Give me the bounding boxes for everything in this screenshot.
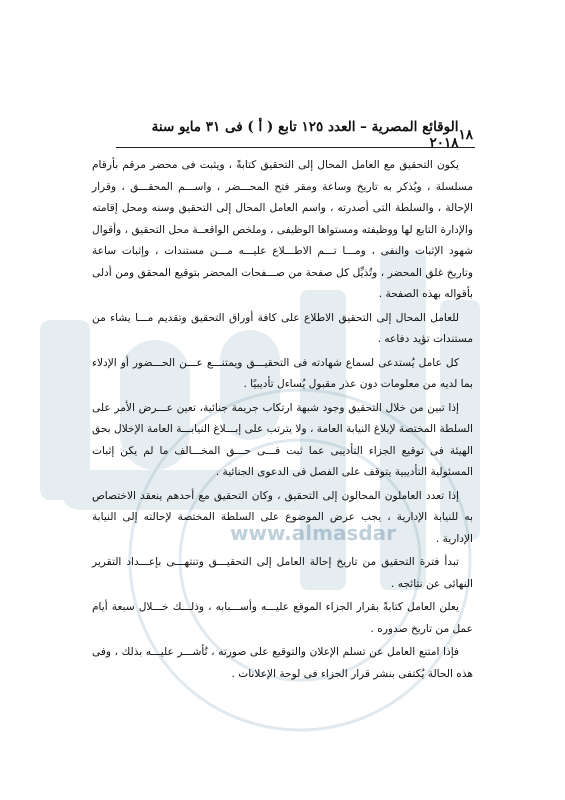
paragraph: للعامل المحال إلى التحقيق الاطلاع على كافة أوراق التحقيق وتقديم مـــا يشاء من مستندات تؤيد دفاعه .	[92, 311, 473, 345]
page-number: ١٨	[458, 127, 473, 143]
paragraph: إذا تبين من خلال التحقيق وجود شبهة ارتكاب جريمة جنائية، تعين عـــرض الأمر على السلطة المختصة لإبلاغ النيابة العامة ، ولا يترتب على إبـــلاغ النيابـــة العامة الإخلال بحق الهيئة فى توقيع الجزاء التأديبى عما ثبت فـــى حـــق المخـــالف ما لم يكن إثبات المسئولية التأديبية يتوقف على الفصل فى الدعوى الجنائية .	[92, 401, 473, 478]
header-divider	[116, 147, 475, 148]
paragraph: تبدأ فترة التحقيق من تاريخ إحالة العامل إلى التحقيـــق وتنتهـــى بإعـــداد التقرير النهائى عن نتائجه .	[92, 556, 473, 590]
page-header	[118, 119, 473, 151]
document-body	[92, 155, 473, 685]
watermark-site-text: www.almasdar	[230, 521, 397, 545]
paragraph: فإذا امتنع العامل عن تسلم الإعلان والتوقيع على صورته ، تُأشـــر عليـــه بذلك ، وفى هذه الحالة يُكتفى بنشر قرار الجزاء فى لوحة الإعلانات .	[92, 646, 473, 680]
paragraph: كل عامل يُستدعى لسماع شهادته فى التحقيـــق ويمتنـــع عـــن الحـــضور أو الإدلاء بما لديه من معلومات دون عذر مقبول يُساءل تأديبيًا .	[92, 356, 473, 390]
paragraph: يعلن العامل كتابةً بقرار الجزاء الموقع عليـــه وأســـبابه ، وذلـــك خـــلال سبعة أيام عمل من تاريخ صدوره .	[92, 601, 473, 635]
paragraph: إذا تعدد العاملون المحالون إلى التحقيق ، وكان التحقيق مع أحدهم ينعقد الاختصاص به للنيابة الإدارية ، يجب عرض الموضوع على السلطة المختصة لإحالته إلى النيابة الإدارية .	[92, 489, 473, 545]
paragraph: يكون التحقيق مع العامل المحال إلى التحقيق كتابةً ، ويثبت فى محضر مرقم بأرقام مسلسلة ، ويُذكر به تاريخ وساعة ومقر فتح المحـــضر ، واســـم المحقـــق ، وقرار الإحالة ، والسلطة التى أصدرته ، واسم العامل المحال إلى التحقيق وسنه ومحل إقامته والإدارة التابع لها ووظيفته ومستواها الوظيفى ، وملخص الواقعــة محل التحقيق ، وأقوال شهود الإثبات والنفى ، ومـــا تـــم الاطـــلاع عليـــه مـــن مستندات ، وإثبات ساعة وتاريخ غلق المحضر ، وتُذيِّل كل صفحة من صـــفحات المحضر بتوقيع المحقق ومن أدلى بأقواله بهذه الصفحة .	[92, 159, 473, 300]
header-title: الوقائع المصرية – العدد ١٢٥ تابع ( أ ) فى ٣١ مايو سنة ٢٠١٨	[151, 119, 459, 151]
